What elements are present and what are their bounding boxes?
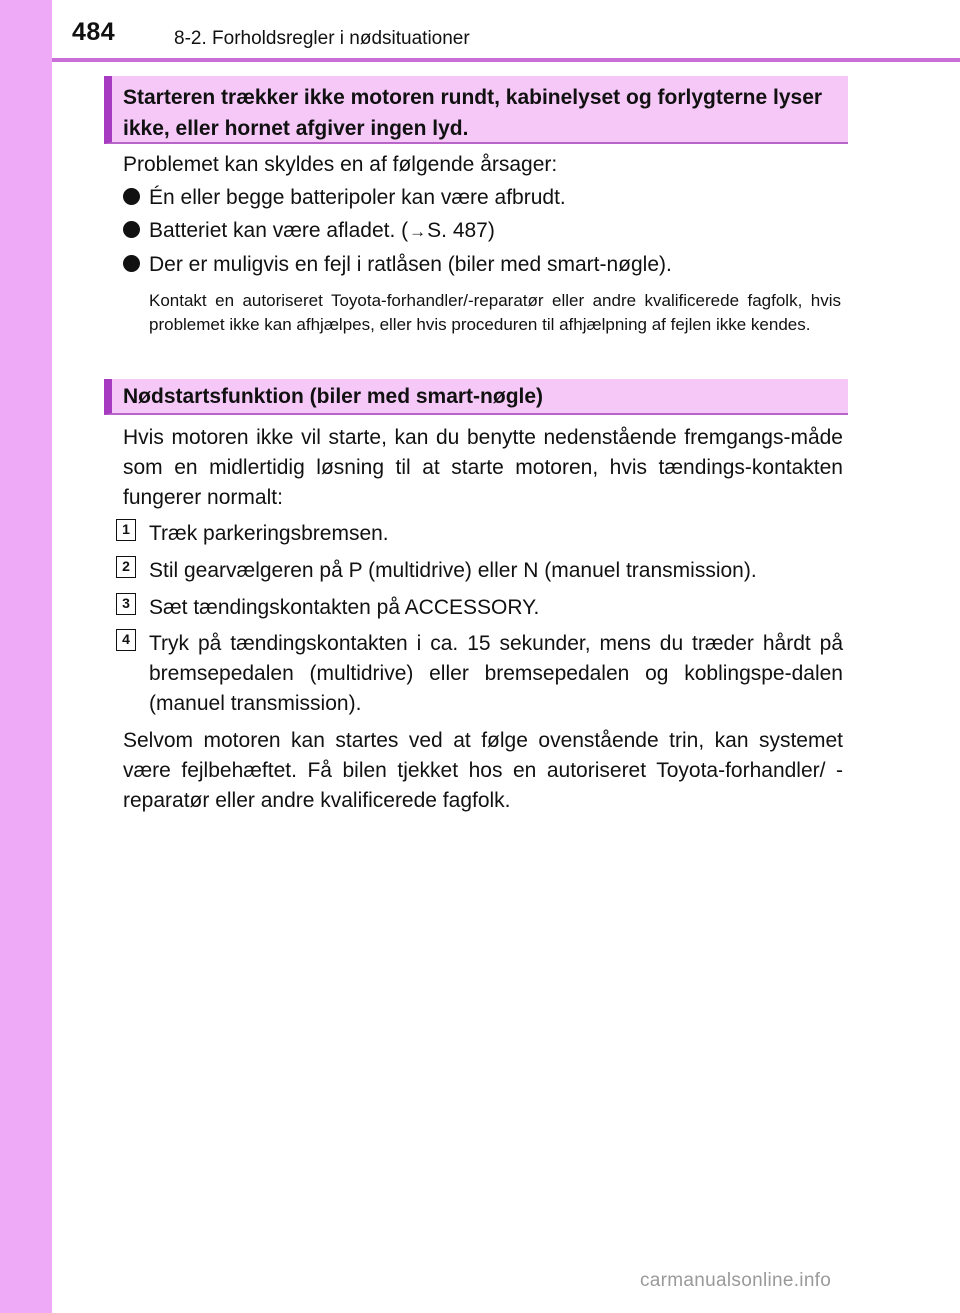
bullet-text: Der er muligvis en fejl i ratlåsen (biler med smart-nøgle). — [149, 253, 672, 276]
bullet-text: Én eller begge batteripoler kan være afbrudt. — [149, 186, 566, 209]
page-reference-link[interactable]: S. 487) — [427, 219, 495, 242]
step-number-badge: 4 — [116, 629, 136, 651]
side-color-band — [0, 0, 52, 1313]
step-text: Stil gearvælgeren på P (multidrive) eller N (manuel transmission). — [149, 559, 757, 582]
bullet-item — [123, 183, 843, 213]
bullet-item — [123, 216, 843, 247]
header-divider — [52, 58, 960, 62]
step-text: Tryk på tændingskontakten i ca. 15 sekunder, mens du træder hårdt på bremsepedalen (multidrive) eller bremsepedalen og koblingspe-dalen (manuel transmission). — [149, 632, 843, 715]
watermark-text: carmanualsonline.info — [640, 1270, 832, 1291]
arrow-right-icon: → — [409, 222, 427, 241]
bullet-text: Batteriet kan være afladet. ( — [149, 219, 409, 242]
step-text: Sæt tændingskontakten på ACCESSORY. — [149, 596, 540, 619]
bullet-dot-icon — [123, 188, 140, 205]
section-title: 8-2. Forholdsregler i nødsituationer — [174, 28, 470, 49]
closing-paragraph: Selvom motoren kan startes ved at følge ovenstående trin, kan systemet være fejlbehæftet. Få bilen tjekket hos en autoriseret Toyota-forhandler/ -reparatør eller andre kvalificerede fagfolk. — [123, 729, 843, 812]
bullet-dot-icon — [123, 221, 140, 238]
section-heading-starter: Starteren trækker ikke motoren rundt, kabinelyset og forlygterne lyser ikke, eller hornet afgiver ingen lyd. — [104, 76, 848, 144]
step-number-badge: 1 — [116, 519, 136, 541]
step-number-badge: 2 — [116, 556, 136, 578]
bullet-item — [123, 250, 843, 280]
note-paragraph: Kontakt en autoriseret Toyota-forhandler/-reparatør eller andre kvalificerede fagfolk, hvis problemet ikke kan afhjælpes, eller hvis proceduren til afhjælpning af fejlen ikke kendes. — [149, 291, 841, 334]
procedure-intro: Hvis motoren ikke vil starte, kan du benytte nedenstående fremgangs-måde som en midlertidig løsning til at starte motoren, hvis tændings-kontakten fungerer normalt: — [123, 426, 843, 509]
section-heading-emergency-start: Nødstartsfunktion (biler med smart-nøgle) — [104, 379, 848, 415]
step-text: Træk parkeringsbremsen. — [149, 522, 389, 545]
intro-paragraph: Problemet kan skyldes en af følgende årsager: — [123, 153, 558, 176]
page-number: 484 — [72, 18, 116, 46]
step-number-badge: 3 — [116, 593, 136, 615]
bullet-dot-icon — [123, 255, 140, 272]
